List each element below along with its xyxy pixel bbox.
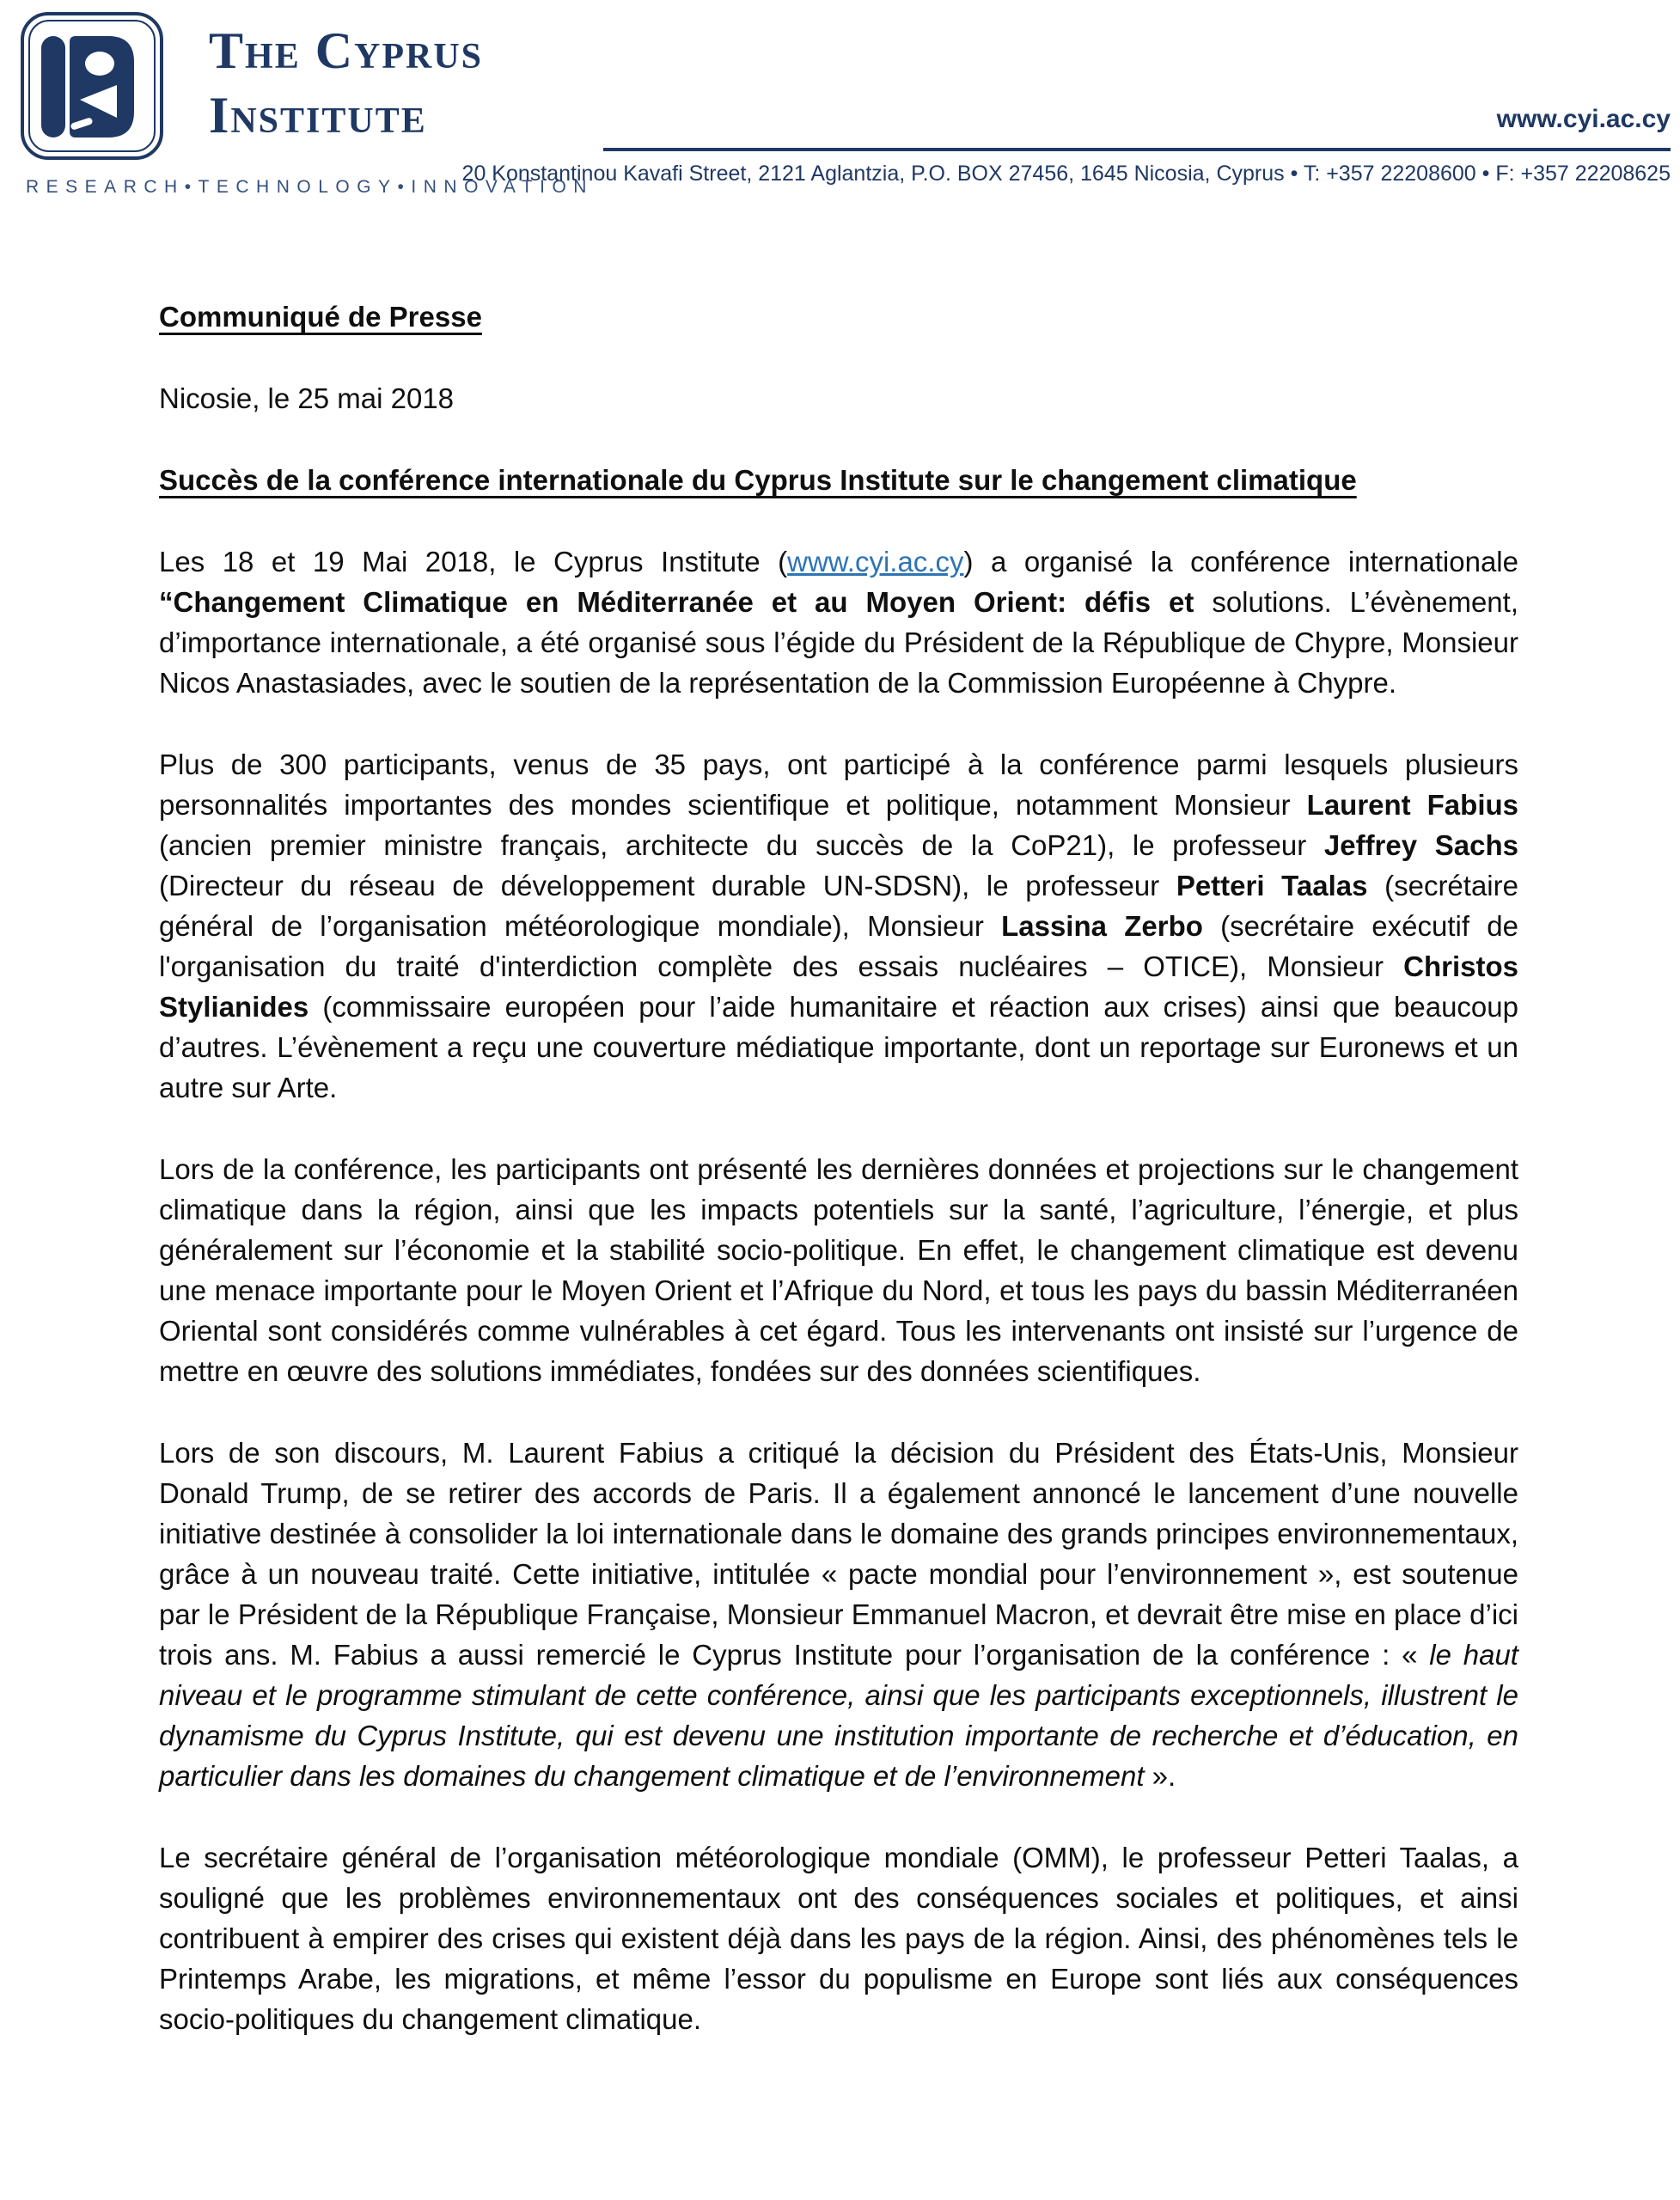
text-segment: (secrétaire exécutif de l'organisation du traité d'interdiction complète des essais nucléaires – OTICE), Monsieur	[159, 910, 1518, 982]
text-segment: (secrétaire général de l’organisation météorologique mondiale), Monsieur	[159, 870, 1518, 942]
doc-title-text: Communiqué de Presse	[159, 301, 482, 333]
paragraph	[159, 1433, 1518, 1796]
headline-text: Succès de la conférence internationale du Cyprus Institute sur le changement climatique	[159, 464, 1357, 496]
text-segment: Petteri Taalas	[1176, 870, 1368, 901]
logo-title-line1: The Cyprus	[209, 22, 484, 79]
text-segment: “Changement Climatique en Méditerranée et au Moyen Orient: défis et	[159, 586, 1194, 618]
paragraph	[159, 541, 1518, 703]
text-segment: le haut niveau et le programme stimulant de cette conférence, ainsi que les participants exceptionnels, illustrent le dynamisme du Cyprus Institute, qui est devenu une institution importante de recherche et d’éducation, en particulier dans les domaines du changement climatique et de l’environnement	[159, 1639, 1518, 1792]
text-segment: ».	[1144, 1760, 1176, 1792]
text-segment: Lors de son discours, M. Laurent Fabius a critiqué la décision du Président des États-Unis, Monsieur Donald Trump, de se retirer des accords de Paris. Il a également annoncé le lancement d’une nouvelle initiative destinée à consolider la loi internationale dans le domaine des grands principes environnementaux, grâce à un nouveau traité. Cette initiative, intitulée « pacte mondial pour l’environnement », est soutenue par le Président de la République Française, Monsieur Emmanuel Macron, et devrait être mise en place d’ici trois ans. M. Fabius a aussi remercié le Cyprus Institute pour l’organisation de la conférence : «	[159, 1437, 1518, 1671]
text-segment: Lors de la conférence, les participants ont présenté les dernières données et projections sur le changement climatique dans la région, ainsi que les impacts potentiels sur la santé, l’agriculture, l’énergie, et plus généralement sur l’économie et la stabilité socio-politique. En effet, le changement climatique est devenu une menace importante pour le Moyen Orient et l’Afrique du Nord, et tous les pays du bassin Méditerranéen Oriental sont considérés comme vulnérables à cet égard. Tous les intervenants ont insisté sur l’urgence de mettre en œuvre des solutions immédiates, fondées sur des données scientifiques.	[159, 1153, 1518, 1387]
text-segment: (ancien premier ministre français, architecte du succès de la CoP21), le professeur	[159, 829, 1324, 861]
text-segment: Lassina Zerbo	[1001, 910, 1203, 942]
text-segment: Le secrétaire général de l’organisation météorologique mondiale (OMM), le professeur Petteri Taalas, a souligné que les problèmes environnementaux ont des conséquences sociales et politiques, et ainsi contribuent à empirer des crises qui existent déjà dans les pays de la région. Ainsi, des phénomènes tels le Printemps Arabe, les migrations, et même l’essor du populisme en Europe sont liés aux conséquences socio-politiques du changement climatique.	[159, 1842, 1518, 2035]
paragraph	[159, 1837, 1518, 2039]
logo-emblem-icon	[19, 10, 165, 162]
doc-title	[159, 296, 1518, 337]
document-body	[0, 206, 1680, 2039]
website-text: www.cyi.ac.cy	[1496, 105, 1671, 133]
letterhead	[0, 0, 1680, 206]
text-segment: Jeffrey Sachs	[1323, 829, 1519, 861]
text-segment: Plus de 300 participants, venus de 35 pays, ont participé à la conférence parmi lesquels plusieurs personnalités importantes des mondes scientifique et politique, notamment Monsieur	[159, 749, 1518, 821]
dateline: Nicosie, le 25 mai 2018	[159, 382, 455, 414]
text-segment: ) a organisé la conférence internationale	[963, 546, 1518, 578]
text-segment: Les 18 et 19 Mai 2018, le Cyprus Institute (	[159, 546, 788, 578]
paragraphs	[159, 541, 1518, 2039]
inline-link[interactable]: www.cyi.ac.cy	[787, 546, 964, 578]
address-line: 20 Konstantinou Kavafi Street, 2121 Aglantzia, P.O. BOX 27456, 1645 Nicosia, Cyprus • T: +357 22208600 • F: +357 22208625	[461, 162, 1671, 186]
text-segment: (Directeur du réseau de développement durable UN-SDSN), le professeur	[159, 870, 1176, 901]
header-divider	[603, 148, 1671, 151]
text-segment: Laurent Fabius	[1306, 789, 1518, 821]
logo-wordmark	[209, 19, 483, 148]
headline	[159, 460, 1518, 500]
paragraph	[159, 744, 1518, 1108]
text-segment: solutions. L’évènement, d’importance internationale, a été organisé sous l’égide du Président de la République de Chypre, Monsieur Nicos Anastasiades, avec le soutien de la représentation de la Commission Européenne à Chypre.	[159, 586, 1518, 699]
text-segment: Christos Stylianides	[159, 950, 1518, 1023]
paragraph	[159, 1149, 1518, 1391]
logo-title-line2: Institute	[209, 87, 427, 144]
logo-tagline: RESEARCH•TECHNOLOGY•INNOVATION	[26, 177, 594, 197]
text-segment: (commissaire européen pour l’aide humanitaire et réaction aux crises) ainsi que beaucoup d’autres. L’évènement a reçu une couverture médiatique importante, dont un reportage sur Euronews et un autre sur Arte.	[159, 991, 1518, 1103]
